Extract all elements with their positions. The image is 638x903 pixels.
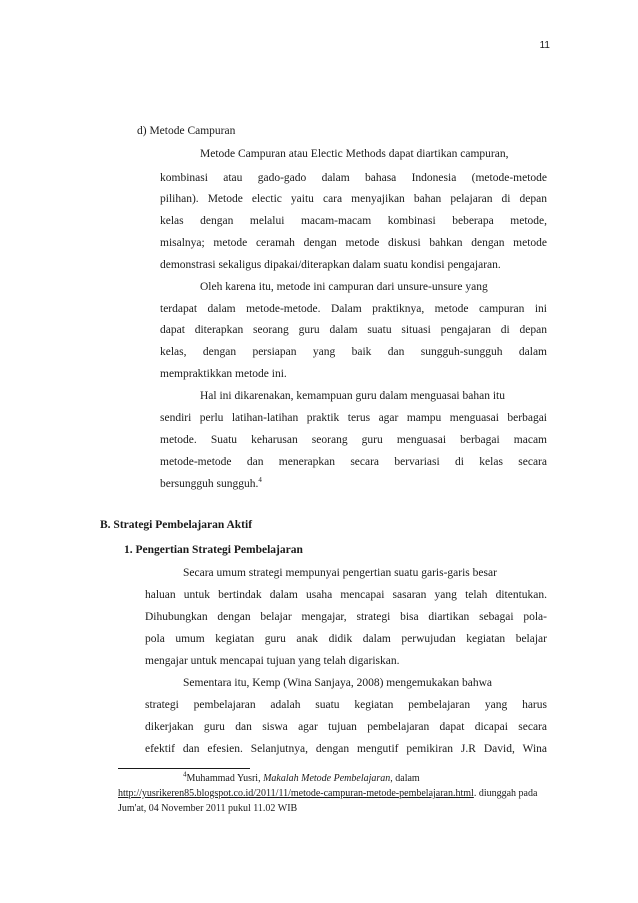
- subsection-heading: d) Metode Campuran: [137, 125, 236, 137]
- page-number: 11: [539, 40, 550, 51]
- paragraph-line: bersungguh sungguh.$^4$: [160, 476, 262, 490]
- paragraph-line: metode. Suatu keharusan seorang guru menguasai berbagai macam: [160, 434, 547, 446]
- section-heading: B. Strategi Pembelajaran Aktif: [100, 519, 253, 531]
- paragraph-line: metode-metode dan menerapkan secara bervariasi di kelas secara: [160, 456, 547, 468]
- paragraph-line: Sementara itu, Kemp (Wina Sanjaya, 2008) mengemukakan bahwa: [183, 677, 492, 689]
- paragraph-line: Dihubungkan dengan belajar mengajar, strategi bisa diartikan sebagai pola-: [145, 611, 547, 623]
- paragraph-line: misalnya; metode ceramah dengan metode diskusi bahkan dengan metode: [160, 237, 547, 249]
- paragraph-line: demonstrasi sekaligus dipakai/diterapkan dalam suatu kondisi pengajaran.: [160, 259, 501, 271]
- paragraph-line: kelas dengan melalui macam-macam kombinasi beberapa metode,: [160, 215, 547, 227]
- paragraph-line: efektif dan efesien. Selanjutnya, dengan mengutif pemikiran J.R David, Wina: [145, 743, 547, 755]
- subsection-heading: 1. Pengertian Strategi Pembelajaran: [124, 544, 303, 556]
- footnote-divider: [118, 768, 250, 769]
- paragraph-line: terdapat dalam metode-metode. Dalam praktiknya, metode campuran ini: [160, 303, 547, 315]
- footnote-line-3: Jum'at, 04 November 2011 pukul 11.02 WIB: [118, 803, 298, 814]
- paragraph-line: kombinasi atau gado-gado dalam bahasa Indonesia (metode-metode: [160, 172, 547, 184]
- footnote-title: Makalah Metode Pembelajaran: [263, 773, 391, 784]
- paragraph-line: Secara umum strategi mempunyai pengertian suatu garis-garis besar: [183, 567, 497, 579]
- paragraph-line: pola umum kegiatan guru anak didik dalam perwujudan kegiatan belajar: [145, 633, 547, 645]
- footnote-reference[interactable]: 4: [258, 476, 262, 485]
- paragraph-line: sendiri perlu latihan-latihan praktik terus agar mampu menguasai berbagai: [160, 412, 547, 424]
- paragraph-line: dapat diterapkan seorang guru dalam suatu situasi pengajaran di depan: [160, 324, 547, 336]
- paragraph-line: dikerjakan guru dan siswa agar tujuan pembelajaran dapat dicapai secara: [145, 721, 547, 733]
- paragraph-line: Hal ini dikarenakan, kemampuan guru dalam menguasai bahan itu: [200, 390, 505, 402]
- paragraph-line: mempraktikkan metode ini.: [160, 368, 287, 380]
- paragraph-line: mengajar untuk mencapai tujuan yang telah digariskan.: [145, 655, 400, 667]
- footnote-line-1: $^4$Muhammad Yusri, Makalah Metode Pembelajaran, dalam: [183, 770, 420, 784]
- footnote-line-2: http://yusrikeren85.blogspot.co.id/2011/11/metode-campuran-metode-pembelajaran.html. diunggah pada: [118, 788, 538, 799]
- paragraph-line: Metode Campuran atau Electic Methods dapat diartikan campuran,: [200, 148, 509, 160]
- footnote-url-link[interactable]: http://yusrikeren85.blogspot.co.id/2011/11/metode-campuran-metode-pembelajaran.html: [118, 788, 474, 799]
- paragraph-line: haluan untuk bertindak dalam usaha mencapai sasaran yang telah ditentukan.: [145, 589, 547, 601]
- paragraph-line: Oleh karena itu, metode ini campuran dari unsure-unsure yang: [200, 281, 488, 293]
- paragraph-line: pilihan). Metode electic yaitu cara menyajikan bahan pelajaran di depan: [160, 193, 547, 205]
- paragraph-line: strategi pembelajaran adalah suatu kegiatan pembelajaran yang harus: [145, 699, 547, 711]
- paragraph-line: kelas, dengan persiapan yang baik dan sungguh-sungguh dalam: [160, 346, 547, 358]
